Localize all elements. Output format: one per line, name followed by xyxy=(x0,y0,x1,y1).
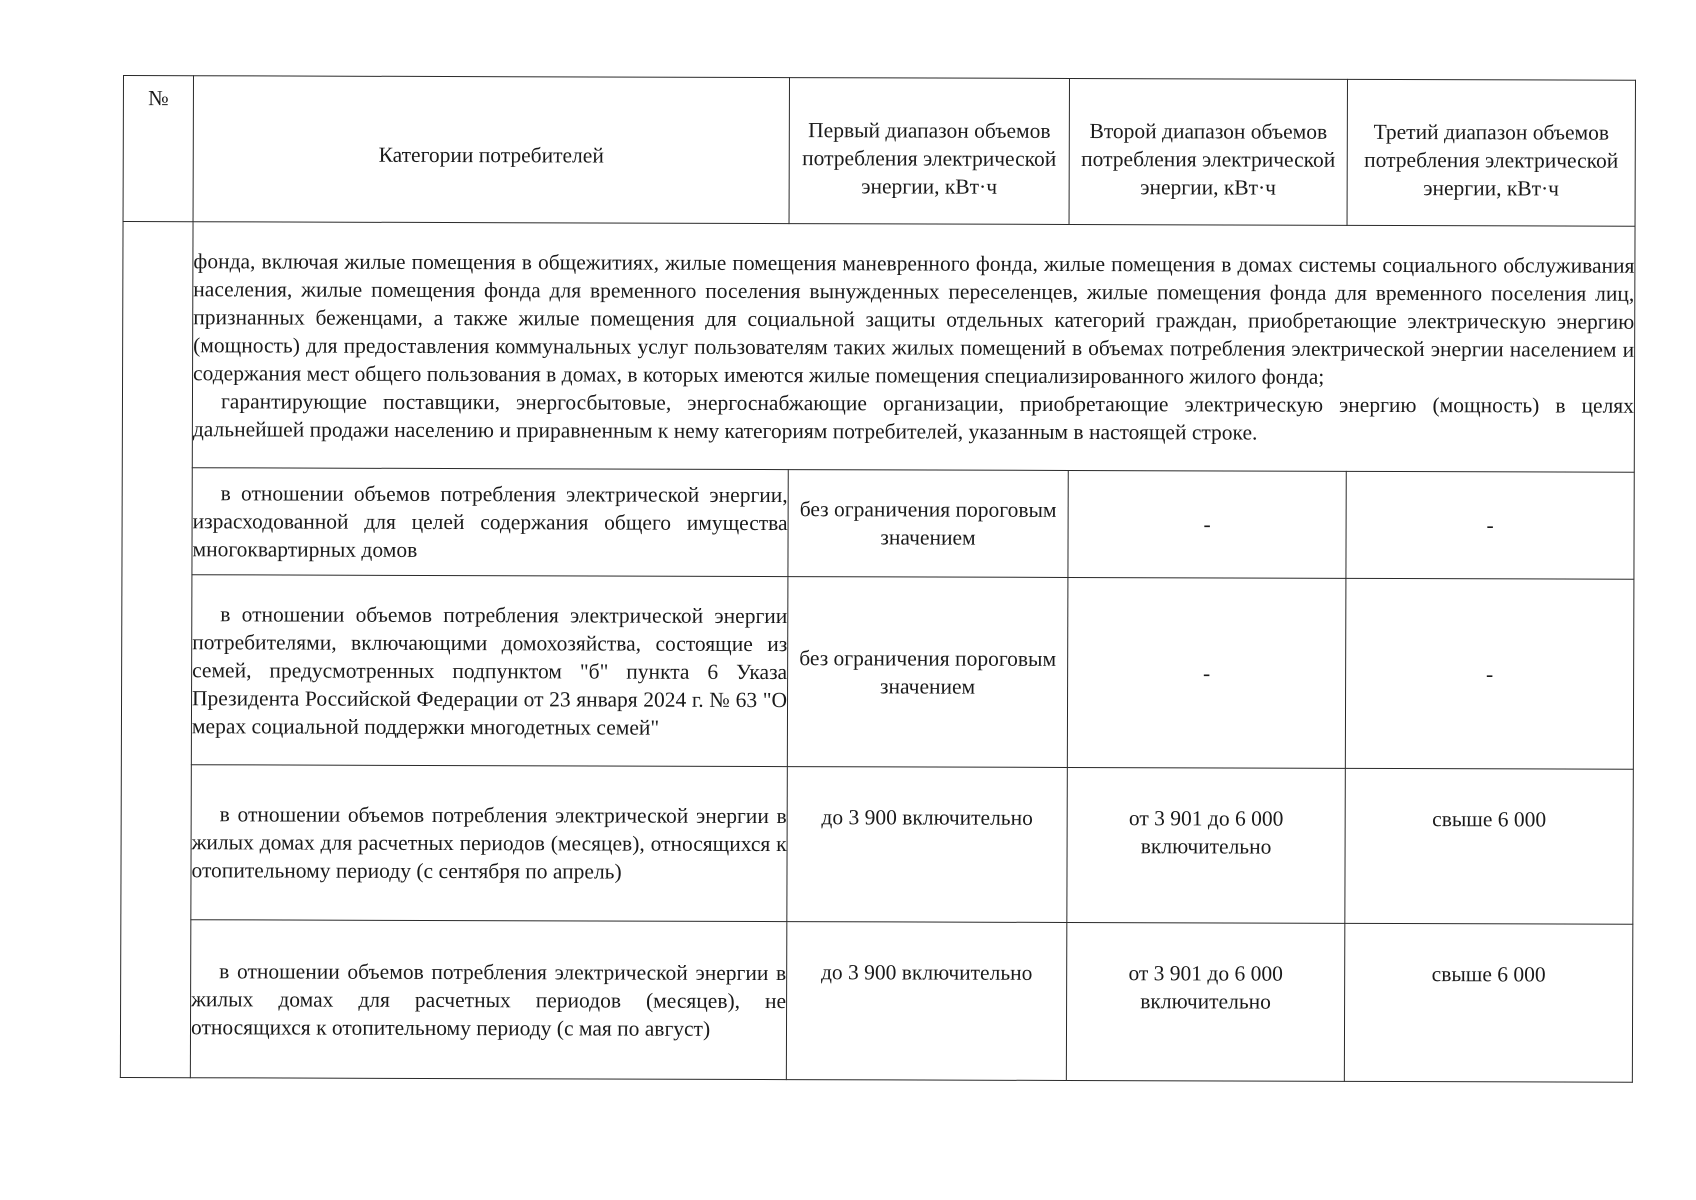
row-range-1: до 3 900 включительно xyxy=(787,767,1067,923)
tariff-ranges-table xyxy=(120,75,1636,1083)
row-category-text: в отношении объемов потребления электрической энергии в жилых домах для расчетных периодов (месяцев), относящихся к отопительному периоду (с сентября по апрель) xyxy=(191,802,787,884)
row-range-2: от 3 901 до 6 000 включительно xyxy=(1067,767,1345,923)
continuation-row xyxy=(122,222,1635,473)
row-range-3: свыше 6 000 xyxy=(1344,923,1632,1082)
row-category xyxy=(191,575,788,767)
row-range-1: без ограничения пороговым значением xyxy=(787,577,1068,768)
header-number: № xyxy=(123,76,193,222)
row-category-text: в отношении объемов потребления электрической энергии в жилых домах для расчетных периодов (месяцев), не относящихся к отопительному периоду (с мая по август) xyxy=(190,958,787,1041)
continuation-paragraph-1: фонда, включая жилые помещения в общежитиях, жилые помещения маневренного фонда, жилые помещения в домах системы социального обслуживания населения, жилые помещения фонда для временного поселения вынужденных переселенцев, жилые помещения фонда для временного поселения лиц, признанных беженцами, а также жилые помещения для социальной защиты отдельных категорий граждан, приобретающие электрическую энергию (мощность) для предоставления коммунальных услуг пользователям таких жилых помещений в объемах потребления электрической энергии населением и содержания мест общего пользования в домах, в которых имеются жилые помещения специализированного жилого фонда; xyxy=(193,248,1635,389)
row-category xyxy=(190,920,786,1080)
number-cell xyxy=(120,222,193,1078)
row-range-2: - xyxy=(1068,470,1346,578)
continuation-paragraph-2: гарантирующие поставщики, энергосбытовые, энергоснабжающие организации, приобретающие электрическую энергию (мощность) в целях дальнейшей продажи населению и приравненным к нему категориям потребителей, указанным в настоящей строке. xyxy=(192,388,1635,445)
row-range-3: свыше 6 000 xyxy=(1345,768,1633,924)
header-range-1: Первый диапазон объемов потребления электрической энергии, кВт·ч xyxy=(789,78,1069,225)
row-range-1: до 3 900 включительно xyxy=(786,922,1066,1081)
table-header-row xyxy=(123,76,1635,227)
document-page xyxy=(120,75,1635,1083)
row-range-2: от 3 901 до 6 000 включительно xyxy=(1066,922,1344,1081)
header-category: Категории потребителей xyxy=(193,76,789,224)
row-category xyxy=(192,468,788,577)
row-range-3: - xyxy=(1345,578,1634,769)
continuation-text-cell xyxy=(192,222,1635,473)
table-row xyxy=(121,574,1634,769)
row-category xyxy=(191,765,787,922)
row-range-2: - xyxy=(1067,577,1346,768)
row-range-1: без ограничения пороговым значением xyxy=(788,470,1068,578)
table-row xyxy=(122,467,1634,579)
header-range-2: Второй диапазон объемов потребления электрической энергии, кВт·ч xyxy=(1069,78,1347,225)
table-row xyxy=(120,919,1632,1082)
row-category-text: в отношении объемов потребления электрической энергии, израсходованной для целей содержания общего имущества многоквартирных домов xyxy=(192,481,788,562)
header-range-3: Третий диапазон объемов потребления электрической энергии, кВт·ч xyxy=(1347,79,1635,226)
table-row xyxy=(121,764,1633,924)
row-category-text: в отношении объемов потребления электрической энергии потребителями, включающими домохозяйства, состоящие из семей, предусмотренных подпунктом "б" пункта 6 Указа Президента Российской Федерации от 23 января 2024 г. № 63 "О мерах социальной поддержки многодетных семей" xyxy=(191,601,788,740)
row-range-3: - xyxy=(1346,471,1634,579)
